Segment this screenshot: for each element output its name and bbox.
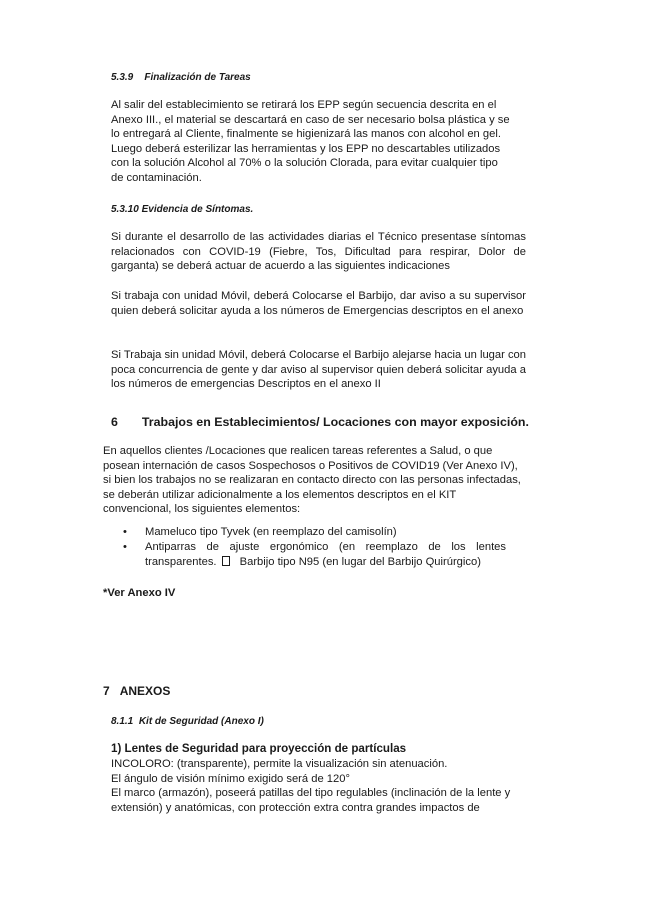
text-line: con la solución Alcohol al 70% o la solución Clorada, para evitar cualquier tipo	[111, 157, 498, 170]
text-line: INCOLORO: (transparente), permite la visualización sin atenuación.	[111, 758, 448, 770]
section-heading-7	[103, 684, 170, 698]
paragraph-sintomas: Si durante el desarrollo de las actividades diarias el Técnico presentase síntomas relacionados con COVID-19 (Fiebre, Tos, Dificultad para respirar, Dolor de garganta) se deberá actuar de acuerdo a las siguientes indicaciones	[111, 231, 526, 273]
section-heading-5-3-9	[111, 72, 251, 83]
text-line: El ángulo de visión mínimo exigido será de 120°	[111, 772, 350, 785]
note-ver-anexo: *Ver Anexo IV	[103, 587, 176, 599]
text-line: Al salir del establecimiento se retirará los EPP según secuencia descrita en el	[111, 99, 497, 111]
text-line: se deberán utilizar adicionalmente a los elementos descriptos en el KIT	[103, 488, 457, 501]
item-title: Lentes de Seguridad para proyección de partículas	[124, 742, 407, 755]
list-item-text: Mameluco tipo Tyvek (en reemplazo del camisolín)	[145, 526, 397, 538]
section-number: 7	[103, 684, 110, 698]
paragraph-establecimientos	[103, 444, 521, 517]
missing-glyph-box-icon	[222, 556, 230, 566]
list-item-text: Barbijo tipo N95 (en lugar del Barbijo Quirúrgico)	[239, 556, 481, 568]
text-line: extensión) y anatómicas, con protección extra contra grandes impactos de	[111, 801, 480, 814]
paragraph-lentes	[111, 757, 510, 815]
text-line: convencional, los siguientes elementos:	[103, 503, 301, 516]
paragraph-unidad-movil: Si trabaja con unidad Móvil, deberá Colocarse el Barbijo, dar aviso a su supervisor quien deberá solicitar ayuda a los números de Emergencias descriptos en el anexo	[111, 290, 526, 317]
text-line: En aquellos clientes /Locaciones que realicen tareas referentes a Salud, o que	[103, 445, 493, 457]
subsection-number: 8.1.1	[111, 716, 134, 727]
section-title: Finalización de Tareas	[144, 72, 251, 83]
list-item	[121, 540, 506, 570]
list-item-text: Antiparras de ajuste ergonómico (en reemplazo de los lentes transparentes.	[145, 541, 506, 568]
section-heading-6	[111, 415, 529, 429]
text-line: El marco (armazón), poseerá patillas del tipo regulables (inclinación de la lente y	[111, 787, 511, 800]
item-number: 1)	[111, 742, 122, 755]
text-line: posean internación de casos Sospechosos o Positivos de COVID19 (Ver Anexo IV),	[103, 459, 518, 472]
list-item	[121, 525, 506, 540]
section-number: 6	[111, 415, 118, 429]
text-line: si bien los trabajos no se realizaran en contacto directo con las personas infectadas,	[103, 474, 521, 487]
text-line: Anexo III., el material se descartará en caso de ser necesario bolsa plástica y se	[111, 113, 510, 126]
section-title: ANEXOS	[119, 684, 171, 698]
text-line: de contaminación.	[111, 171, 202, 184]
subsection-title: Kit de Seguridad (Anexo I)	[138, 716, 264, 727]
bullet-list-elementos	[121, 525, 506, 570]
bullet-marker: •	[123, 541, 127, 553]
section-heading-5-3-10: 5.3.10 Evidencia de Síntomas.	[111, 204, 254, 215]
bullet-marker: •	[123, 526, 127, 538]
item-heading-lentes	[111, 742, 406, 755]
text-line: Luego deberá esterilizar las herramientas y los EPP no descartables utilizados	[111, 142, 501, 155]
subsection-heading-8-1-1	[111, 716, 264, 727]
section-title: Trabajos en Establecimientos/ Locaciones con mayor exposición.	[141, 415, 529, 429]
section-number: 5.3.9	[111, 72, 134, 83]
paragraph-finalizacion	[111, 98, 510, 186]
text-line: lo entregará al Cliente, finalmente se higienizará las manos con alcohol en gel.	[111, 128, 501, 141]
paragraph-sin-unidad-movil: Si Trabaja sin unidad Móvil, deberá Colocarse el Barbijo alejarse hacia un lugar con poca concurrencia de gente y dar aviso al supervisor quien deberá solicitar ayuda a los números de emergencias Descriptos en el anexo II	[111, 349, 526, 391]
